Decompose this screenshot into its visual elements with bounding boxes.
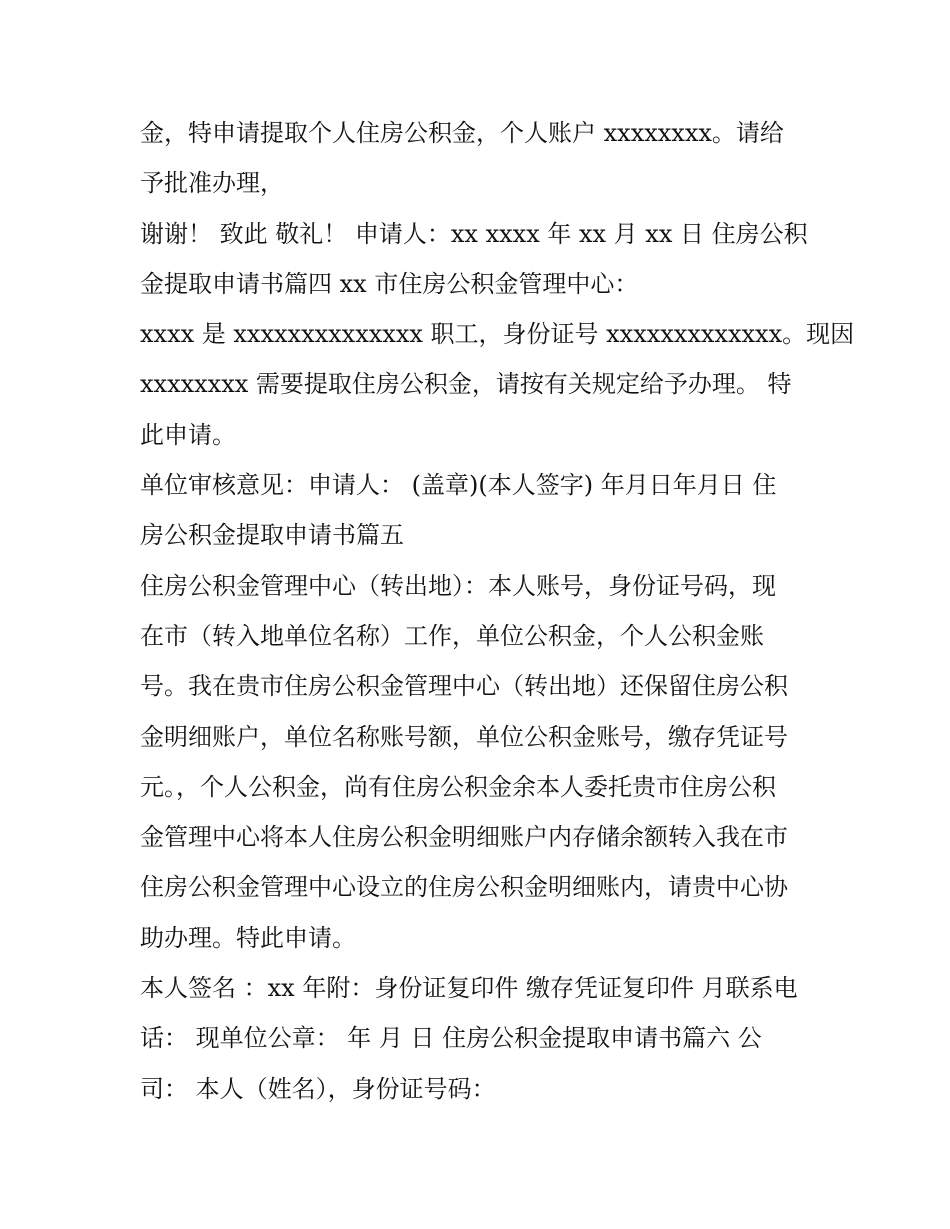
text-line: 此申请。 bbox=[140, 420, 236, 449]
text-line: 予批准办理， bbox=[140, 169, 284, 198]
text-line: 谢谢！ 致此 敬礼！ 申请人：xx xxxx 年 xx 月 xx 日 住房公积 bbox=[140, 219, 808, 248]
text-line: 话： 现单位公章： 年 月 日 住房公积金提取申请书篇六 公 bbox=[140, 1024, 762, 1053]
text-line: 号。我在贵市住房公积金管理中心（转出地）还保留住房公积 bbox=[140, 672, 788, 701]
document-body bbox=[140, 108, 855, 1114]
text-line: 住房公积金管理中心设立的住房公积金明细账内，请贵中心协 bbox=[140, 873, 788, 902]
text-line: 司： 本人（姓名），身份证号码： bbox=[140, 1074, 496, 1103]
text-line: xxxxxxxx 需要提取住房公积金，请按有关规定给予办理。 特 bbox=[140, 370, 792, 399]
text-line: 房公积金提取申请书篇五 bbox=[140, 521, 404, 550]
text-line: 助办理。特此申请。 bbox=[140, 923, 356, 952]
text-line: 金，特申请提取个人住房公积金，个人账户 xxxxxxxx。请给 bbox=[140, 119, 784, 147]
text-line: 本人签名 ：xx 年附：身份证复印件 缴存凭证复印件 月联系电 bbox=[140, 974, 798, 1003]
text-line: xxxx 是 xxxxxxxxxxxxxx 职工，身份证号 xxxxxxxxxxxxx。现因 bbox=[140, 320, 855, 349]
text-line: 金提取申请书篇四 xx 市住房公积金管理中心： bbox=[140, 269, 639, 298]
text-line: 金管理中心将本人住房公积金明细账户内存储余额转入我在市 bbox=[140, 823, 788, 852]
text-line: 住房公积金管理中心（转出地）：本人账号，身份证号码，现 bbox=[140, 571, 776, 600]
text-line: 在市（转入地单位名称）工作，单位公积金，个人公积金账 bbox=[140, 621, 764, 650]
text-line: 金明细账户，单位名称账号额，单位公积金账号，缴存凭证号 bbox=[140, 722, 788, 751]
text-line: 元。，个人公积金，尚有住房公积金余本人委托贵市住房公积 bbox=[140, 772, 776, 801]
text-line: 单位审核意见：申请人： (盖章)(本人签字) 年月日年月日 住 bbox=[140, 471, 777, 500]
